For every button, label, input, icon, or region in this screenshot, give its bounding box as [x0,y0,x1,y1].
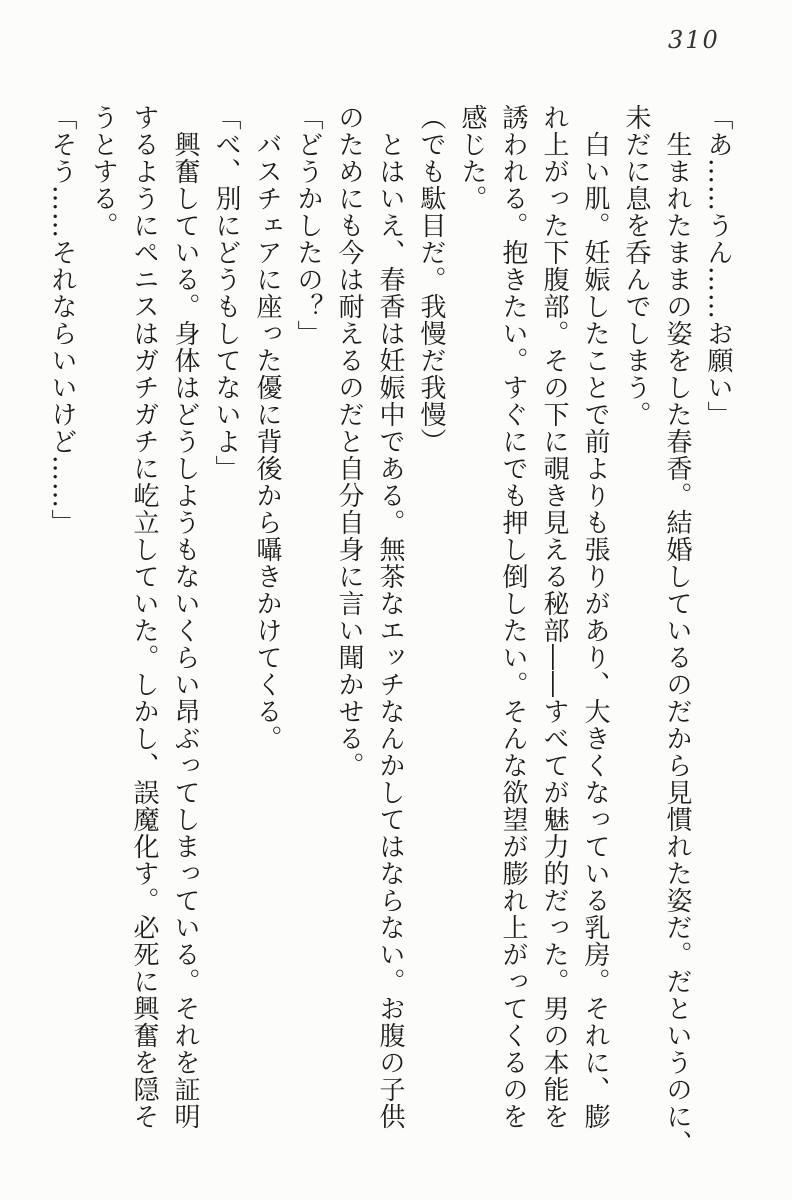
text-line: 「べ、別にどうもしてないよ」 [211,104,241,482]
text-line: れ上がった下腹部。その下に覗き見える秘部――すべてが魅力的だった。男の本能を [539,104,569,1130]
text-line: うとする。 [88,104,118,239]
text-line: バスチェアに座った優に背後から囁きかけてくる。 [252,131,282,752]
text-line: 白い肌。妊娠したことで前よりも張りがあり、大きくなっている乳房。それに、膨 [580,131,610,1130]
text-line: 「あ……うん……お願い」 [703,104,733,428]
text-line: 感じた。 [457,104,487,212]
text-line: 「そう……それならいいけど……」 [47,104,77,536]
vertical-text-block [41,104,738,1160]
text-line: 誘われる。抱きたい。すぐにでも押し倒したい。そんな欲望が膨れ上がってくるのを [498,104,528,1130]
text-line: 未だに息を呑んでしまう。 [621,104,651,428]
text-line: （でも駄目だ。我慢だ我慢） [416,104,446,455]
text-line: 興奮している。身体はどうしようもないくらい昂ぶってしまっている。それを証明 [170,131,200,1130]
text-line: のためにも今は耐えるのだと自分自身に言い聞かせる。 [334,104,364,779]
text-line: 「どうかしたの？」 [293,104,323,347]
text-line: するようにペニスはガチガチに屹立していた。しかし、誤魔化す。必死に興奮を隠そ [129,104,159,1130]
text-line: とはいえ、春香は妊娠中である。無茶なエッチなんかしてはならない。お腹の子供 [375,131,405,1130]
page-number: 310 [668,26,720,54]
text-line: 生まれたままの姿をした春香。結婚しているのだから見慣れた姿だ。だというのに、 [662,131,692,1157]
